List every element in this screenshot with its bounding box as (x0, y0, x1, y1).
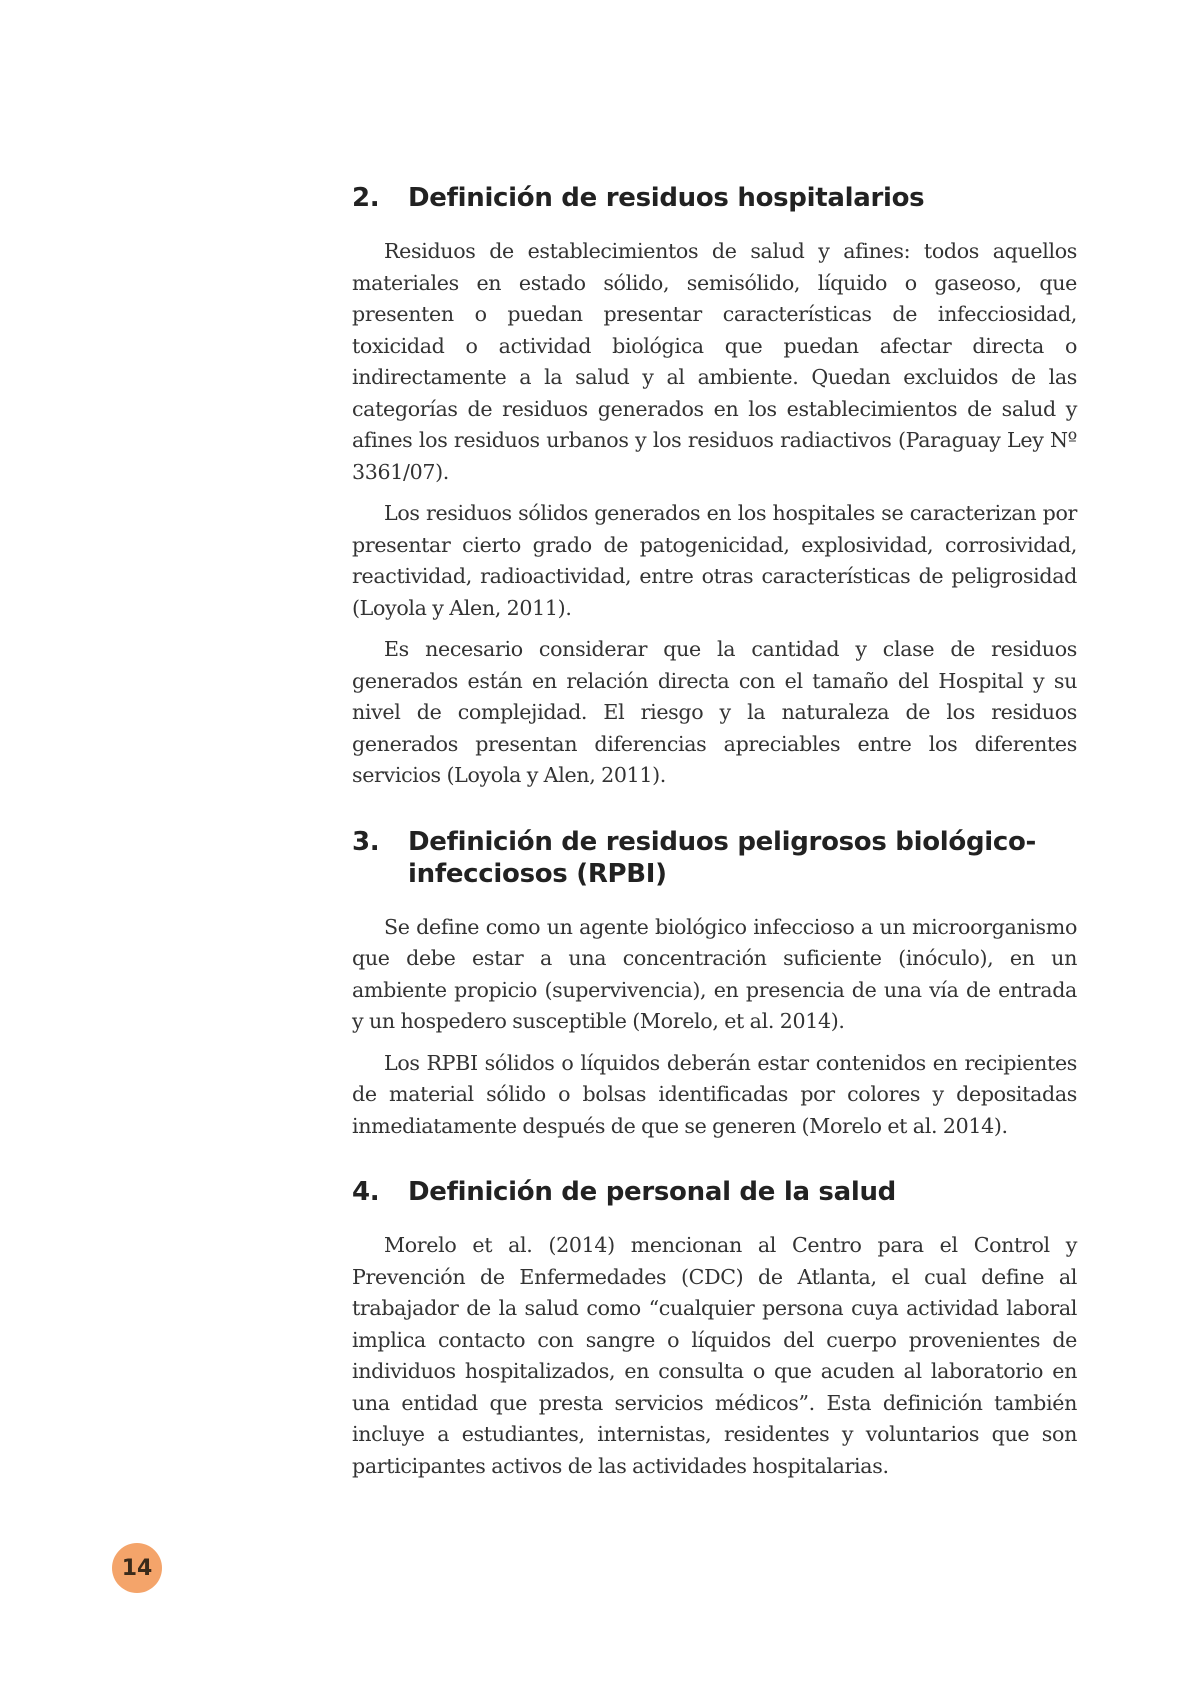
section-title: Definición de residuos hospitalarios (408, 183, 925, 213)
section-personal-salud (352, 1176, 1077, 1482)
section-number: 3. (352, 826, 380, 857)
section-title: Definición de personal de la salud (408, 1177, 896, 1207)
page-content (352, 182, 1077, 1516)
section-heading (352, 182, 1077, 214)
section-title: Definición de residuos peligrosos biológico-infecciosos (RPBI) (408, 826, 1037, 889)
paragraph: Los RPBI sólidos o líquidos deberán estar contenidos en recipientes de material sólido o bolsas identificadas por colores y depositadas inmediatamente después de que se generen (Morelo et al. 2014). (352, 1050, 1077, 1138)
page-number-badge: 14 (112, 1543, 162, 1593)
paragraph: Es necesario considerar que la cantidad y clase de residuos generados están en relación directa con el tamaño del Hospital y su nivel de complejidad. El riesgo y la naturaleza de los residuos generados presentan diferencias apreciables entre los diferentes servicios (Loyola y Alen, 2011). (352, 637, 1077, 787)
section-number: 2. (352, 183, 380, 213)
section-residuos-hospitalarios (352, 182, 1077, 792)
section-heading (352, 826, 1077, 890)
paragraph: Residuos de establecimientos de salud y afines: todos aquellos materiales en estado sólido, semisólido, líquido o gaseoso, que presenten o puedan presentar características de infecciosidad, toxicidad o actividad biológica que puedan afectar directa o indirectamente a la salud y al ambiente. Quedan excluidos de las categorías de residuos generados en los establecimientos de salud y afines los residuos urbanos y los residuos radiactivos (Paraguay Ley Nº 3361/07). (352, 239, 1077, 484)
paragraph: Morelo et al. (2014) mencionan al Centro para el Control y Prevención de Enfermedades (CDC) de Atlanta, el cual define al trabajador de la salud como “cualquier persona cuya actividad laboral implica contacto con sangre o líquidos del cuerpo provenientes de individuos hospitalizados, en consulta o que acuden al laboratorio en una entidad que presta servicios médicos”. Esta definición también incluye a estudiantes, internistas, residentes y voluntarios que son participantes activos de las actividades hospitalarias. (352, 1233, 1077, 1478)
section-heading (352, 1176, 1077, 1208)
section-number: 4. (352, 1177, 380, 1207)
paragraph: Los residuos sólidos generados en los hospitales se caracterizan por presentar cierto grado de patogenicidad, explosividad, corrosividad, reactividad, radioactividad, entre otras características de peligrosidad (Loyola y Alen, 2011). (352, 501, 1077, 620)
section-rpbi (352, 826, 1077, 1143)
paragraph: Se define como un agente biológico infeccioso a un microorganismo que debe estar a una concentración suficiente (inóculo), en un ambiente propicio (supervivencia), en presencia de una vía de entrada y un hospedero susceptible (Morelo, et al. 2014). (352, 914, 1077, 1033)
